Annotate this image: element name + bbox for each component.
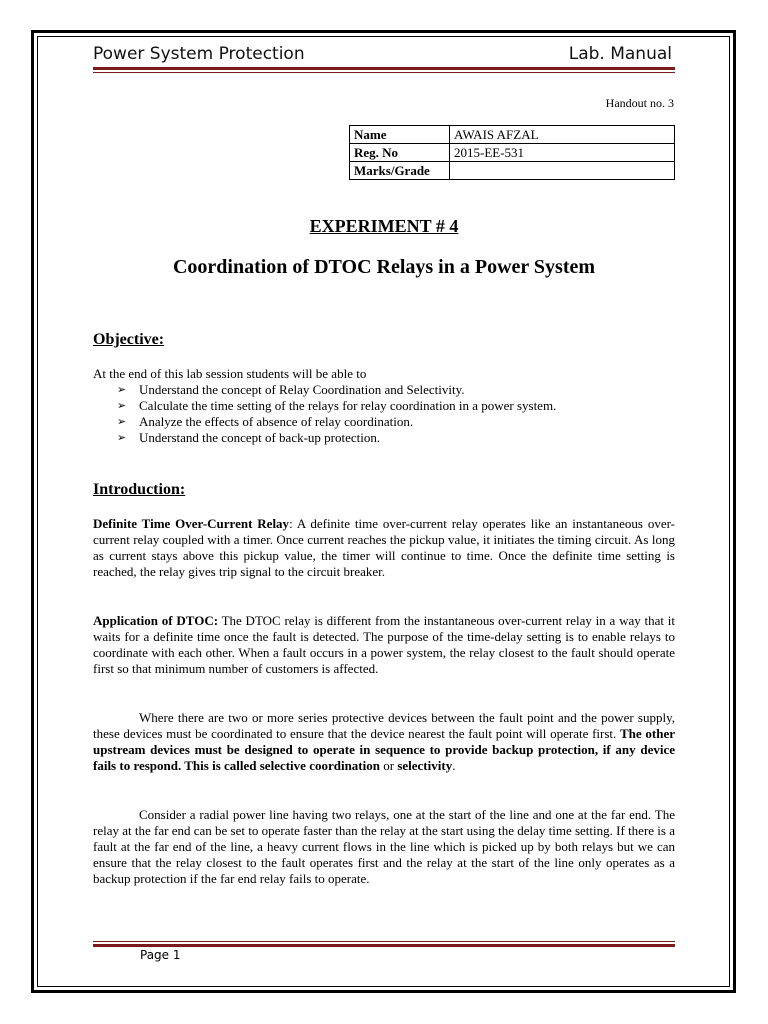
info-value [450, 162, 675, 180]
page-title: Coordination of DTOC Relays in a Power System [172, 256, 596, 278]
introduction-heading: Introduction: [93, 481, 186, 498]
paragraph-selective-coordination: Where there are two or more series protective devices between the fault point and the power supply, these devices must be coordinated to ensure that the device nearest the fault point will operate first. The other upstream devices must be designed to operate in sequence to provide backup protection, if any device fails to respond. This is called selective coordination or selectivity. [93, 710, 675, 773]
handout-number: Handout no. 3 [605, 96, 674, 110]
student-info-table [349, 125, 675, 180]
objective-heading: Objective: [93, 331, 165, 348]
header-rule [93, 67, 675, 70]
list-item: ➢ Understand the concept of back-up protection. [117, 430, 381, 445]
objective-list [117, 382, 556, 446]
arrow-bullet-icon: ➢ [117, 431, 127, 444]
table-row [350, 126, 675, 144]
header-rule-thin [93, 72, 675, 73]
arrow-bullet-icon: ➢ [117, 399, 127, 412]
table-row [350, 144, 675, 162]
page-number: Page 1 [140, 948, 181, 962]
info-label: Marks/Grade [350, 162, 450, 180]
list-item: ➢ Understand the concept of Relay Coordination and Selectivity. [117, 382, 465, 397]
info-value: 2015-EE-531 [450, 144, 675, 162]
arrow-bullet-icon: ➢ [117, 415, 127, 428]
footer-rule-thin [93, 941, 675, 942]
table-row [350, 162, 675, 180]
list-item: ➢ Analyze the effects of absence of relay coordination. [117, 414, 414, 429]
list-item: ➢ Calculate the time setting of the relays for relay coordination in a power system. [117, 398, 557, 413]
experiment-number: EXPERIMENT # 4 [309, 216, 459, 236]
header-manual-label: Lab. Manual [568, 44, 672, 64]
info-value: AWAIS AFZAL [450, 126, 675, 144]
objective-intro: At the end of this lab session students will be able to [93, 366, 367, 381]
footer-rule [93, 944, 675, 947]
info-label: Name [350, 126, 450, 144]
arrow-bullet-icon: ➢ [117, 383, 127, 396]
paragraph-dtoc-relay: Definite Time Over-Current Relay: A definite time over-current relay operates like an instantaneous over-current relay coupled with a timer. Once current reaches the pickup value, it initiates the timing circuit. As long as current stays above this pickup value, the timer will continue to time. Once the definite time setting is reached, the relay gives trip signal to the circuit breaker. [93, 516, 675, 579]
info-label: Reg. No [350, 144, 450, 162]
header-title: Power System Protection [93, 44, 305, 64]
paragraph-dtoc-application: Application of DTOC: The DTOC relay is different from the instantaneous over-current relay in a way that it waits for a definite time once the fault is detected. The purpose of the time-delay setting is to enable relays to coordinate with each other. When a fault occurs in a power system, the relay closest to the fault should operate first so that minimum number of customers is affected. [93, 613, 676, 676]
paragraph-radial-line: Consider a radial power line having two relays, one at the start of the line and one at the far end. The relay at the far end can be set to operate faster than the relay at the start using the delay time setting. If there is a fault at the far end of the line, a heavy current flows in the line which is picked up by both relays but we can ensure that the relay closest to the fault operates first and the relay at the start of the line only operates as a backup protection if the far end relay fails to operate. [93, 807, 675, 886]
